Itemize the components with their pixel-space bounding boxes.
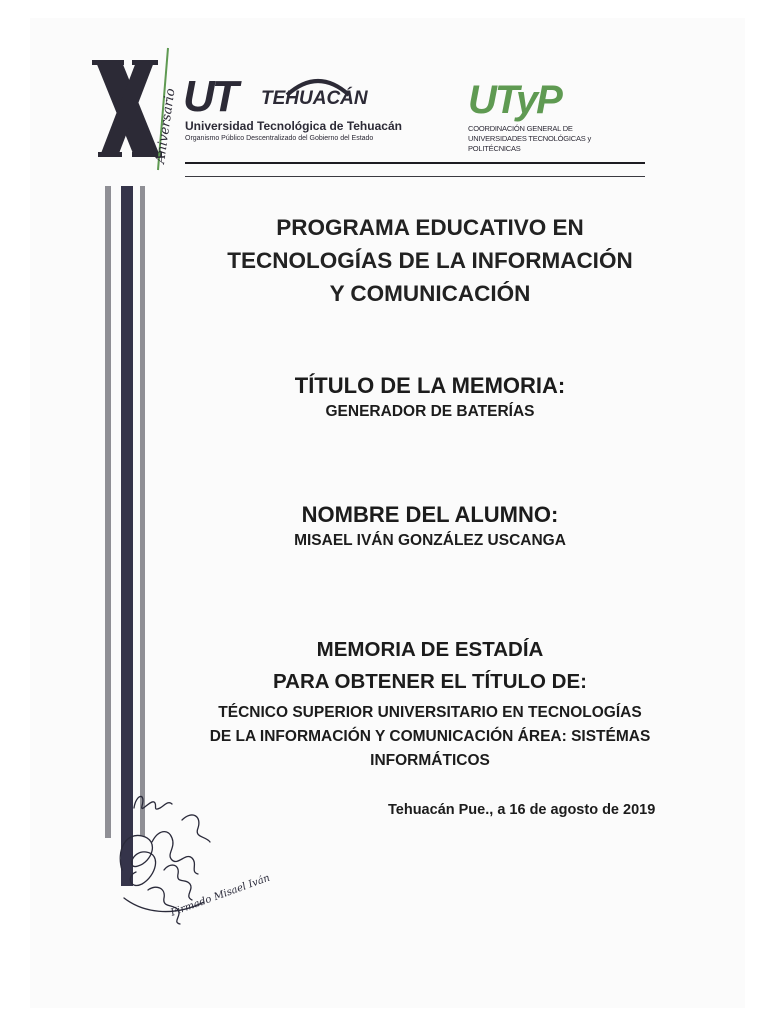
utt-city: TEHUACÁN bbox=[261, 88, 368, 109]
thesis-title: GENERADOR DE BATERÍAS bbox=[325, 403, 535, 420]
degree-title bbox=[150, 701, 710, 773]
degree-line: INFORMÁTICOS bbox=[370, 752, 490, 769]
utp-logo bbox=[466, 80, 616, 155]
utt-logo bbox=[183, 72, 402, 155]
thesis-label: TÍTULO DE LA MEMORIA: bbox=[294, 373, 566, 398]
header-divider-thin bbox=[185, 176, 645, 177]
purpose bbox=[150, 634, 710, 698]
student-name: MISAEL IVÁN GONZÁLEZ USCANGA bbox=[294, 532, 566, 549]
degree-line: TÉCNICO SUPERIOR UNIVERSITARIO EN TECNOLOGÍAS bbox=[218, 704, 642, 721]
anniversary-text: Aniversario bbox=[153, 87, 179, 165]
utp-subtitle: COORDINACIÓN GENERAL DE UNIVERSIDADES TECNOLÓGICAS y POLITÉCNICAS bbox=[468, 124, 592, 153]
utp-mark: UTyP bbox=[468, 78, 561, 122]
place-date: Tehuacán Pue., a 16 de agosto de 2019 bbox=[388, 802, 656, 818]
program-title-line: PROGRAMA EDUCATIVO EN bbox=[276, 215, 584, 240]
signature bbox=[112, 780, 272, 930]
utt-name: Universidad Tecnológica de Tehuacán bbox=[185, 119, 402, 133]
degree-line: DE LA INFORMACIÓN Y COMUNICACIÓN ÁREA: SISTÉMAS bbox=[209, 728, 651, 745]
utt-mark: UT bbox=[183, 72, 236, 121]
program-title bbox=[150, 211, 710, 310]
program-title-line: TECNOLOGÍAS DE LA INFORMACIÓN bbox=[227, 248, 633, 273]
student-label: NOMBRE DEL ALUMNO: bbox=[301, 502, 559, 527]
purpose-line: PARA OBTENER EL TÍTULO DE: bbox=[273, 670, 587, 693]
header-divider bbox=[185, 162, 645, 164]
anniversary-logo bbox=[88, 46, 183, 176]
purpose-line: MEMORIA DE ESTADÍA bbox=[316, 638, 544, 661]
program-title-line: Y COMUNICACIÓN bbox=[329, 281, 531, 306]
decorative-bar bbox=[105, 186, 111, 838]
decorative-bar bbox=[140, 186, 145, 836]
utt-subtitle: Organismo Público Descentralizado del Gobierno del Estado bbox=[185, 135, 374, 142]
signature-text: Firmado Misael Iván bbox=[169, 872, 272, 919]
